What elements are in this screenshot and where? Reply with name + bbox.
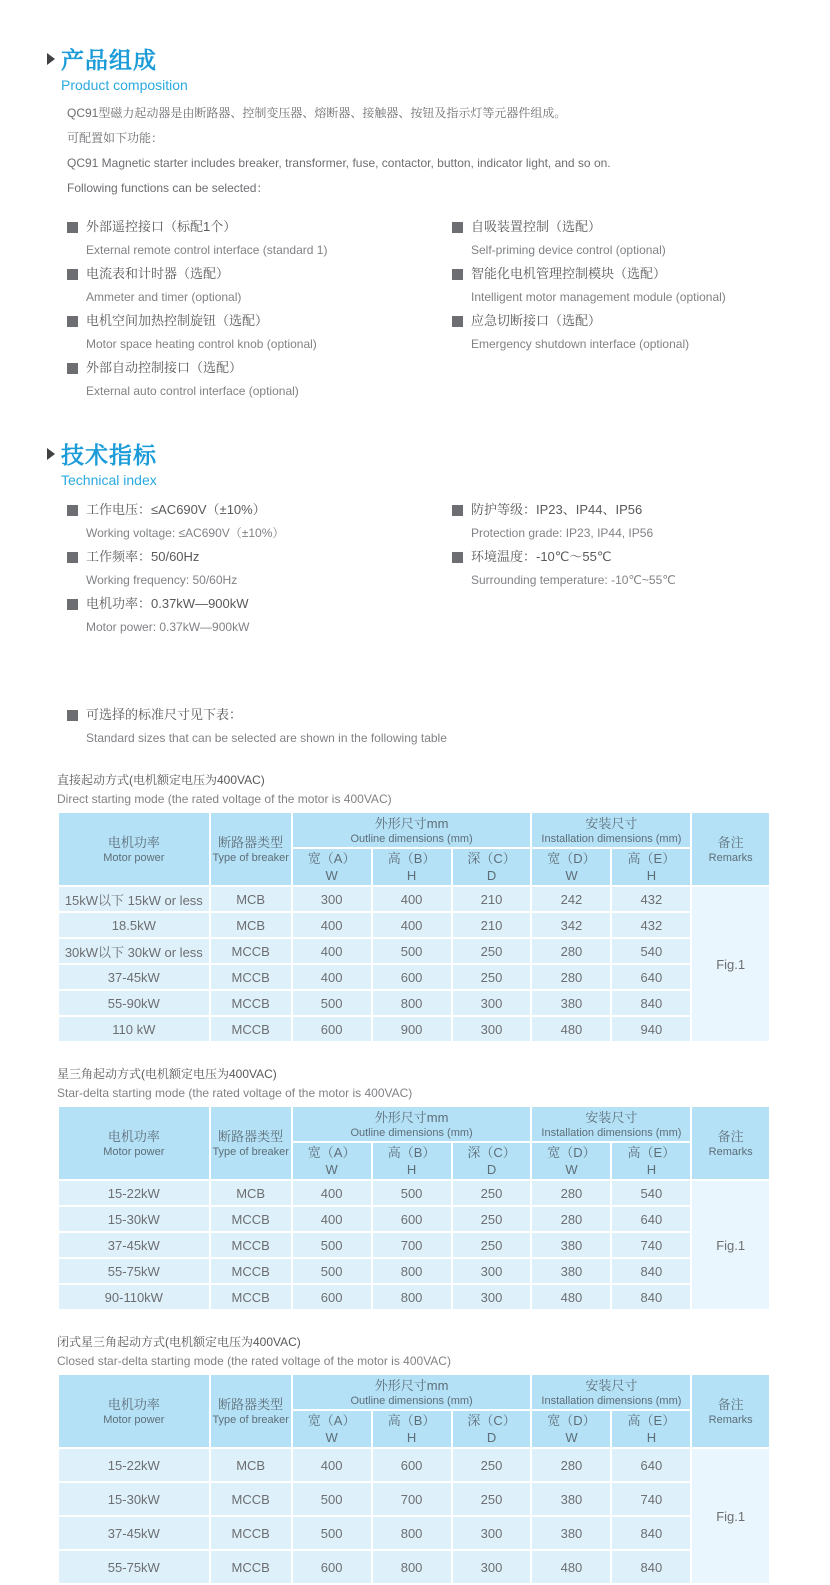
table-cell: MCCB [211, 1483, 291, 1515]
feature-label-cn: 电流表和计时器（选配） [86, 266, 230, 281]
col-group-installation-dimensions: 安装尺寸 Installation dimensions (mm) [532, 1107, 690, 1141]
sizes-note-en: Standard sizes that can be selected are shown in the following table [86, 731, 447, 745]
feature-item [67, 215, 452, 261]
table-cell: 900 [373, 1017, 451, 1041]
feature-item [452, 262, 726, 308]
table-cell: 540 [612, 1181, 690, 1205]
table-cell: 480 [532, 1551, 610, 1583]
table-cell: 600 [293, 1551, 371, 1583]
table-cell: 600 [373, 1207, 451, 1231]
table-cell: 640 [612, 1449, 690, 1481]
table-cell: 380 [532, 1233, 610, 1257]
section-title-en: Technical index [61, 472, 157, 488]
table-cell: 500 [293, 1483, 371, 1515]
spec-label-cn: 环境温度：-10℃～55℃ [471, 549, 612, 564]
table-cell: 250 [453, 1181, 531, 1205]
col-group-outline-dimensions: 外形尺寸mm Outline dimensions (mm) [293, 1375, 531, 1409]
bullet-square-icon [452, 316, 463, 327]
spec-item [452, 498, 676, 544]
table-cell: 250 [453, 939, 531, 963]
table-cell: 280 [532, 1449, 610, 1481]
col-header-height-e: 高（E） H [612, 849, 690, 885]
table-cell: 600 [373, 1449, 451, 1481]
table-row [59, 939, 769, 963]
intro-line-en-2: Following functions can be selected： [67, 181, 269, 195]
table-cell: 840 [612, 1285, 690, 1309]
table-row [59, 1285, 769, 1309]
table-cell: 300 [453, 1551, 531, 1583]
col-header-depth-c: 深（C） D [453, 849, 531, 885]
col-group-installation-dimensions: 安装尺寸 Installation dimensions (mm) [532, 813, 690, 847]
table-remark-cell: Fig.1 [692, 1449, 769, 1583]
table-cell: 55-90kW [59, 991, 209, 1015]
table-cell: 90-110kW [59, 1285, 209, 1309]
col-header-height-b: 高（B） H [373, 1143, 451, 1179]
table-cell: MCB [211, 913, 291, 937]
col-header-breaker-type: 断路器类型 Type of breaker [211, 813, 291, 885]
table-cell: 280 [532, 965, 610, 989]
bullet-square-icon [67, 710, 78, 721]
table-title-en: Closed star-delta starting mode (the rated voltage of the motor is 400VAC) [57, 1354, 451, 1368]
table-title-en: Direct starting mode (the rated voltage of the motor is 400VAC) [57, 792, 392, 806]
spec-label-cn: 防护等级：IP23、IP44、IP56 [471, 502, 643, 517]
col-header-height-e: 高（E） H [612, 1411, 690, 1447]
section-composition-heading [47, 42, 771, 93]
feature-label-cn: 电机空间加热控制旋钮（选配） [86, 313, 269, 328]
feature-label-en: Self-priming device control (optional) [471, 243, 666, 257]
col-group-installation-dimensions: 安装尺寸 Installation dimensions (mm) [532, 1375, 690, 1409]
table-cell: 300 [453, 1517, 531, 1549]
col-group-outline-dimensions: 外形尺寸mm Outline dimensions (mm) [293, 1107, 531, 1141]
triangle-right-icon [47, 448, 55, 460]
feature-label-cn: 自吸装置控制（选配） [471, 219, 602, 234]
feature-item [67, 262, 452, 308]
table-cell: 280 [532, 939, 610, 963]
spec-label-en: Motor power: 0.37kW—900kW [86, 620, 250, 634]
bullet-square-icon [452, 269, 463, 280]
table-cell: MCCB [211, 1551, 291, 1583]
table-cell: 242 [532, 887, 610, 911]
dimensions-table [57, 1373, 771, 1585]
table-cell: 280 [532, 1207, 610, 1231]
table-cell: 500 [293, 1259, 371, 1283]
col-header-height-b: 高（B） H [373, 849, 451, 885]
feature-label-en: Intelligent motor management module (optional) [471, 290, 726, 304]
table-cell: MCCB [211, 1017, 291, 1041]
bullet-square-icon [452, 552, 463, 563]
table-cell: 30kW以下 30kW or less [59, 939, 209, 963]
spec-item [67, 545, 452, 591]
dimensions-table [57, 811, 771, 1043]
table-cell: 800 [373, 1517, 451, 1549]
spec-label-cn: 电机功率：0.37kW—900kW [86, 596, 249, 611]
table-cell: 400 [293, 1181, 371, 1205]
table-cell: MCCB [211, 1207, 291, 1231]
spec-item [67, 592, 452, 638]
spec-item [452, 545, 676, 591]
intro-line-cn-2: 可配置如下功能： [67, 131, 164, 145]
table-cell: 400 [293, 1207, 371, 1231]
table-cell: 940 [612, 1017, 690, 1041]
feature-label-cn: 智能化电机管理控制模块（选配） [471, 266, 667, 281]
table-cell: MCB [211, 1449, 291, 1481]
table-cell: 110 kW [59, 1017, 209, 1041]
table-cell: 250 [453, 1483, 531, 1515]
spec-column-right [452, 498, 676, 639]
table-cell: 480 [532, 1017, 610, 1041]
table-cell: 640 [612, 1207, 690, 1231]
intro-line-en-1: QC91 Magnetic starter includes breaker, transformer, fuse, contactor, button, indicator light, and so on. [67, 156, 611, 170]
intro-line-cn-1: QC91型磁力起动器是由断路器、控制变压器、熔断器、接触器、按钮及指示灯等元器件组成。 [67, 106, 567, 120]
table-block-star-delta [57, 1065, 771, 1311]
table-cell: MCCB [211, 1285, 291, 1309]
table-cell: 500 [293, 991, 371, 1015]
bullet-square-icon [67, 552, 78, 563]
bullet-square-icon [67, 269, 78, 280]
table-block-closed-star-delta [57, 1333, 771, 1585]
table-cell: 432 [612, 913, 690, 937]
table-cell: 400 [373, 887, 451, 911]
col-header-width-d: 宽（D） W [532, 849, 610, 885]
col-header-depth-c: 深（C） D [453, 1143, 531, 1179]
spec-list [67, 498, 771, 639]
table-cell: 300 [453, 1017, 531, 1041]
table-cell: 250 [453, 1449, 531, 1481]
feature-label-en: External auto control interface (optional) [86, 384, 299, 398]
table-cell: 210 [453, 887, 531, 911]
table-cell: 400 [293, 965, 371, 989]
table-cell: 250 [453, 1233, 531, 1257]
col-header-breaker-type: 断路器类型 Type of breaker [211, 1107, 291, 1179]
spec-label-en: Surrounding temperature: -10℃~55℃ [471, 573, 676, 587]
col-header-width-a: 宽（A） W [293, 1143, 371, 1179]
table-cell: 37-45kW [59, 965, 209, 989]
bullet-square-icon [67, 363, 78, 374]
col-header-width-d: 宽（D） W [532, 1411, 610, 1447]
feature-list [67, 215, 771, 403]
section-title-cn: 产品组成 [61, 47, 157, 73]
table-row [59, 1181, 769, 1205]
table-row [59, 1017, 769, 1041]
spec-label-en: Working voltage: ≤AC690V（±10%） [86, 526, 285, 540]
table-cell: 300 [453, 1259, 531, 1283]
col-header-width-d: 宽（D） W [532, 1143, 610, 1179]
section-title-cn: 技术指标 [61, 442, 157, 468]
table-cell: 55-75kW [59, 1551, 209, 1583]
bullet-square-icon [67, 599, 78, 610]
table-cell: 600 [293, 1017, 371, 1041]
table-cell: 400 [373, 913, 451, 937]
table-remark-cell: Fig.1 [692, 1181, 769, 1309]
table-cell: 500 [373, 1181, 451, 1205]
spec-label-cn: 工作电压：≤AC690V（±10%） [86, 502, 266, 517]
table-cell: 15-30kW [59, 1207, 209, 1231]
spec-label-cn: 工作频率：50/60Hz [86, 549, 200, 564]
feature-item [452, 309, 726, 355]
col-group-outline-dimensions: 外形尺寸mm Outline dimensions (mm) [293, 813, 531, 847]
table-cell: 380 [532, 1483, 610, 1515]
table-cell: 400 [293, 1449, 371, 1481]
table-cell: MCCB [211, 939, 291, 963]
table-cell: MCB [211, 1181, 291, 1205]
dimensions-table [57, 1105, 771, 1311]
feature-label-cn: 外部遥控接口（标配1个） [86, 219, 237, 234]
bullet-square-icon [67, 222, 78, 233]
table-cell: 15kW以下 15kW or less [59, 887, 209, 911]
table-cell: 600 [373, 965, 451, 989]
table-cell: 740 [612, 1233, 690, 1257]
section-title-en: Product composition [61, 77, 188, 93]
table-cell: 840 [612, 991, 690, 1015]
table-title-cn: 闭式星三角起动方式(电机额定电压为400VAC) [57, 1335, 301, 1349]
col-header-height-e: 高（E） H [612, 1143, 690, 1179]
table-cell: 800 [373, 1285, 451, 1309]
feature-label-en: Motor space heating control knob (optional) [86, 337, 317, 351]
table-cell: 300 [293, 887, 371, 911]
col-header-motor-power: 电机功率 Motor power [59, 1107, 209, 1179]
bullet-square-icon [67, 505, 78, 516]
table-cell: 640 [612, 965, 690, 989]
table-cell: 400 [293, 939, 371, 963]
table-row [59, 887, 769, 911]
feature-column-left [67, 215, 452, 403]
bullet-square-icon [67, 316, 78, 327]
table-cell: 37-45kW [59, 1233, 209, 1257]
table-cell: 300 [453, 991, 531, 1015]
table-cell: 700 [373, 1483, 451, 1515]
table-cell: MCCB [211, 1517, 291, 1549]
table-cell: 400 [293, 913, 371, 937]
table-cell: 280 [532, 1181, 610, 1205]
table-block-direct-starting [57, 771, 771, 1043]
feature-label-en: Ammeter and timer (optional) [86, 290, 242, 304]
col-header-width-a: 宽（A） W [293, 849, 371, 885]
table-cell: 18.5kW [59, 913, 209, 937]
table-cell: 250 [453, 1207, 531, 1231]
triangle-right-icon [47, 53, 55, 65]
table-remark-cell: Fig.1 [692, 887, 769, 1041]
table-cell: 840 [612, 1551, 690, 1583]
table-cell: MCCB [211, 1259, 291, 1283]
bullet-square-icon [452, 222, 463, 233]
spec-item [67, 498, 452, 544]
section-technical-heading [47, 437, 771, 488]
table-cell: 15-22kW [59, 1181, 209, 1205]
spec-label-en: Working frequency: 50/60Hz [86, 573, 238, 587]
table-cell: 840 [612, 1259, 690, 1283]
table-cell: 500 [293, 1517, 371, 1549]
table-cell: 432 [612, 887, 690, 911]
col-header-remarks: 备注 Remarks [692, 813, 769, 885]
table-cell: MCB [211, 887, 291, 911]
table-row [59, 1233, 769, 1257]
table-cell: 800 [373, 1259, 451, 1283]
table-cell: 210 [453, 913, 531, 937]
col-header-remarks: 备注 Remarks [692, 1375, 769, 1447]
table-cell: 37-45kW [59, 1517, 209, 1549]
col-header-breaker-type: 断路器类型 Type of breaker [211, 1375, 291, 1447]
feature-label-cn: 外部自动控制接口（选配） [86, 360, 243, 375]
spec-column-left [67, 498, 452, 639]
sizes-note [67, 703, 771, 749]
col-header-motor-power: 电机功率 Motor power [59, 813, 209, 885]
table-cell: 250 [453, 965, 531, 989]
table-cell: 600 [293, 1285, 371, 1309]
sizes-note-cn: 可选择的标准尺寸见下表： [86, 707, 243, 722]
spec-label-en: Protection grade: IP23, IP44, IP56 [471, 526, 654, 540]
table-row [59, 991, 769, 1015]
table-title-en: Star-delta starting mode (the rated voltage of the motor is 400VAC) [57, 1086, 413, 1100]
col-header-height-b: 高（B） H [373, 1411, 451, 1447]
table-cell: 800 [373, 1551, 451, 1583]
col-header-remarks: 备注 Remarks [692, 1107, 769, 1179]
table-row [59, 1551, 769, 1583]
feature-label-en: Emergency shutdown interface (optional) [471, 337, 690, 351]
feature-item [67, 309, 452, 355]
table-row [59, 1207, 769, 1231]
feature-item [67, 356, 452, 402]
table-cell: 342 [532, 913, 610, 937]
table-cell: 500 [373, 939, 451, 963]
table-cell: MCCB [211, 991, 291, 1015]
table-cell: 55-75kW [59, 1259, 209, 1283]
col-header-motor-power: 电机功率 Motor power [59, 1375, 209, 1447]
table-cell: 380 [532, 1517, 610, 1549]
col-header-depth-c: 深（C） D [453, 1411, 531, 1447]
bullet-square-icon [452, 505, 463, 516]
table-cell: 15-22kW [59, 1449, 209, 1481]
table-cell: 740 [612, 1483, 690, 1515]
feature-label-en: External remote control interface (standard 1) [86, 243, 328, 257]
table-cell: 380 [532, 1259, 610, 1283]
table-cell: 480 [532, 1285, 610, 1309]
table-cell: 840 [612, 1517, 690, 1549]
table-title-cn: 直接起动方式(电机额定电压为400VAC) [57, 773, 265, 787]
table-title-cn: 星三角起动方式(电机额定电压为400VAC) [57, 1067, 277, 1081]
table-cell: 800 [373, 991, 451, 1015]
table-cell: MCCB [211, 1233, 291, 1257]
table-cell: 700 [373, 1233, 451, 1257]
table-row [59, 1259, 769, 1283]
table-cell: 540 [612, 939, 690, 963]
table-cell: 380 [532, 991, 610, 1015]
composition-intro [67, 101, 771, 201]
feature-column-right [452, 215, 726, 403]
table-cell: 15-30kW [59, 1483, 209, 1515]
table-row [59, 1449, 769, 1481]
table-row [59, 913, 769, 937]
col-header-width-a: 宽（A） W [293, 1411, 371, 1447]
table-cell: 500 [293, 1233, 371, 1257]
table-cell: MCCB [211, 965, 291, 989]
table-row [59, 965, 769, 989]
table-cell: 300 [453, 1285, 531, 1309]
table-row [59, 1483, 769, 1515]
feature-item [452, 215, 726, 261]
table-row [59, 1517, 769, 1549]
feature-label-cn: 应急切断接口（选配） [471, 313, 602, 328]
